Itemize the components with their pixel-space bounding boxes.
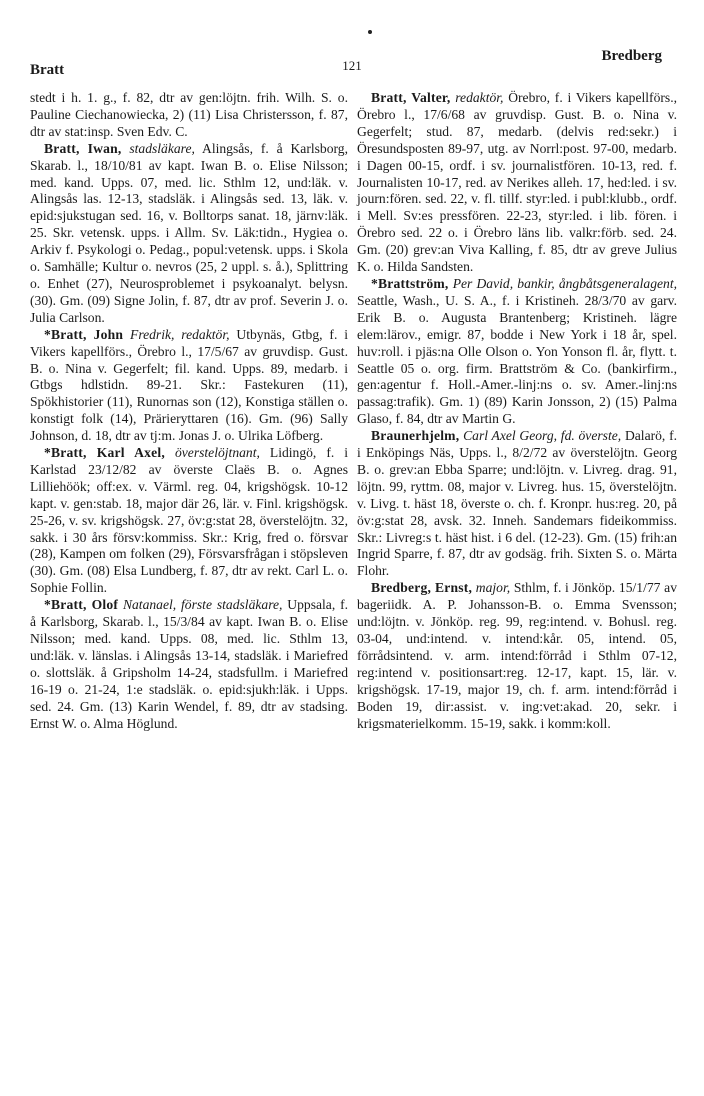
page-header [0,44,704,84]
entry-text: Utbynäs, Gtbg, f. i Vikers kapellförs., Örebro l., 17/5/67 av gruvdisp. Gust. B. o. Nina v. Gegerfelt; fil. kand. Upps. 89, medarb. i Gtbgs hdlstidn. 89-21. Skr.: Fastekuren (11), Spökhistorier (11), Runornas son (12), Konstiga ställen o. konstigt folk (14), Prärieryttaren (16). Gm. (96) Sally Johnson, d. 18, dtr av tj:m. Jonas J. o. Ulrika Löfberg. [30,326,348,444]
entry-text: Örebro, f. i Vikers kapellförs., Örebro l., 17/6/68 av gruvdisp. Gust. B. o. Nina v. Gegerfelt; stud. 87, medarb. (delvis red:sekr.) i Öresundsposten 89-97, utg. av Norrl:post. 97-00, medarb. i Dagen 00-15, ordf. i sv. journalistfören. 10-13, red. f. Journalisten 10-17, red. av Nerikes alleh. 17, hed:led. i sv. journ:fören. sed. 22, v. fl. tillf. styr:led. i publ:klubb., ordf. i Mell. Sv:es pressfören. 22-23, styr:led. i lib. fören. i Örebro sed. 22 o. i Örebro läns lib. valkr:förb. sed. 24. Gm. (20) grev:an Viva Kalling, f. 85, dtr av greve Julius K. o. Hilda Sandsten. [357,90,677,275]
entry-text: Lidingö, f. i Karlstad 23/12/82 av överste Claës B. o. Agnes Lilliehöök; off:ex. v. Värml. reg. 04, krigshögsk. 10-12 kapt. v. gen:stab. 18, major där 26, lär. v. Finl. krigshögsk. 25-26, v. sv. krigshögsk. 27, öv:g:stat 28, överstelöjtn. 32, sakk. i 30 års försv:kommiss. Skr.: Krig, fred o. försvar (28), Kampen om folken (29), Försvarsfrågan i stöpsleven (30). Gm. (08) Elsa Lundberg, f. 87, dtr av rekt. Carl L. o. Sophie Follin. [30,445,348,596]
entry-name: *Brattström, [371,275,449,291]
entry-bredberg-ernst [357,580,677,732]
entry-name: Bratt, Iwan, [44,140,122,156]
entry-bratt-olof [30,597,348,732]
entry-name: *Bratt, Olof [44,597,119,613]
entry-continuation [30,90,348,141]
left-column [30,90,348,732]
right-column [357,90,677,732]
entry-title: major, [475,580,511,596]
ink-dot [368,30,372,34]
entry-text: Dalarö, f. i Enköpings Näs, Upps. l., 8/2/72 av överstelöjtn. Georg B. o. grev:an Ebba Sparre; und:löjtn. v. Livreg. drag. 91, löjtn. 99, ryttm. 08, major v. Livreg. hus. 15, överstelöjtn. v. Livg. t. häst 18, överste o. ch. f. Kronpr. hus:reg. 20, på öv:g:stat 28, avsk. 32. Inneh. Sandemars fideikommiss. Skr.: Livreg:s t. häst hist. i 6 del. (12-23). Gm. (15) frih:an Ingrid Sparre, f. 87, dtr av godsäg. frih. Sixten S. o. Märta Flohr. [357,428,677,579]
entry-text: Uppsala, f. å Karlsborg, Skarab. l., 15/3/84 av kapt. Iwan B. o. Elise Nilsson; med. kand. Upps. 08, med. lic. Sthlm 13, und:läk. v. länslas. i Alingsås 13-14, stadsläk. i Mariefred o. slottsläk. å Gripsholm 14-24, stadsfullm. i Mariefred 16-19 o. 21-24, 1:e stadsläk. o. epid:sjukh:läk. i Upps. sed. 24. Gm. (13) Karin Wendel, f. 89, dtr av stadsing. Ernst W. o. Alma Höglund. [30,597,348,731]
entry-braunerhjelm [357,428,677,580]
entry-title: stadsläkare, [129,140,195,156]
entry-name: Bredberg, Ernst, [371,580,473,596]
entry-brattstrom [357,276,677,428]
entry-title: överstelöjtnant, [174,445,260,461]
entry-title: Natanael, förste stadsläkare, [122,597,283,613]
entry-bratt-karl-axel [30,445,348,597]
right-running-head: Bredberg [601,48,662,64]
entry-title: Fredrik, redaktör, [130,326,230,342]
entry-bratt-john [30,327,348,445]
entry-title: Per David, bankir, ångbåtsgeneralagent, [452,275,677,291]
entry-bratt-valter [357,90,677,276]
entry-name: Braunerhjelm, [371,428,460,444]
page-number: 121 [342,58,362,73]
entry-title: Carl Axel Georg, fd. överste, [463,428,622,444]
entry-text: Seattle, Wash., U. S. A., f. i Kristineh. 28/3/70 av garv. Erik B. o. Augusta Brantenberg; Kristineh. lägre elem:lärov., emigr. 87, bodde i New York i 18 år, spel. huv:roll. i pjäs:na Olle Olson o. Yon Yonson fl. år, flytt. t. Seattle 05 o. org. firm. Brattström & Co. (bankirfirm., gen:agentur f. Holl.-Amer.-linj:ns o. sv. Amer.-linj:ns passag:trafik). Gm. 1) (89) Karin Jonsson, 2) (15) Palma Glaso, f. 84, dtr av Martin G. [357,292,677,427]
entry-title: redaktör, [455,90,504,105]
entry-bratt-iwan [30,141,348,327]
entry-name: *Bratt, Karl Axel, [44,445,165,461]
left-running-head: Bratt [30,62,65,78]
entry-text: Sthlm, f. i Jönköp. 15/1/77 av bageriidk. A. P. Johansson-B. o. Emma Svensson; und:löjtn. v. Jönköp. reg. 99, reg:intend. v. Bohusl. reg. 03-04, und:intend. v. intend:kår. 05, intend. 05, förrådsintend. v. arm. intend:förråd i Sthlm 07-12, reg:intend v. positionsart:reg. 12-17, kapt. 15, lär. v. krigshögsk. 17-19, major 19, ch. f. arm. intend:förråd i Boden 19, dir:assist. v. ing:vet:akad. 20, sekr. i krigsmaterielkomm. 15-19, sakk. i komm:koll. [357,580,677,731]
entry-name: Bratt, Valter, [371,90,451,105]
entry-text: Alingsås, f. å Karlsborg, Skarab. l., 18/10/81 av kapt. Iwan B. o. Elise Nilsson; med. kand. Upps. 07, med. lic. Sthlm 12, und:läk. v. Alingsås las. 12-13, stadsläk. i Alingsås sed. 13, läk. v. epid:sjukstugan sed. 16, v. Bolltorps sanat. 18, järnv:läk. 25. Skr. vetensk. upps. i Allm. Sv. Läk:tidn., Hygiea o. Arkiv f. Psykologi o. Pedag., popul:vetensk. upps. i Skola o. Samhälle; Kultur o. nevros (25, 2 uppl. s. å.), Splittring o. Enhet (27), Neurosproblemet i psykoanalyt. belysn. (30). Gm. (09) Signe Jolin, f. 87, dtr av prof. Severin J. o. Julia Carlson. [30,140,349,325]
entry-text: stedt i h. 1. g., f. 82, dtr av gen:löjtn. frih. Wilh. S. o. Pauline Ciechanowiecka, 2) (11) Lisa Christersson, f. 87, dtr av stat:insp. Sven Edv. C. [30,90,348,139]
entry-name: *Bratt, John [44,326,124,342]
